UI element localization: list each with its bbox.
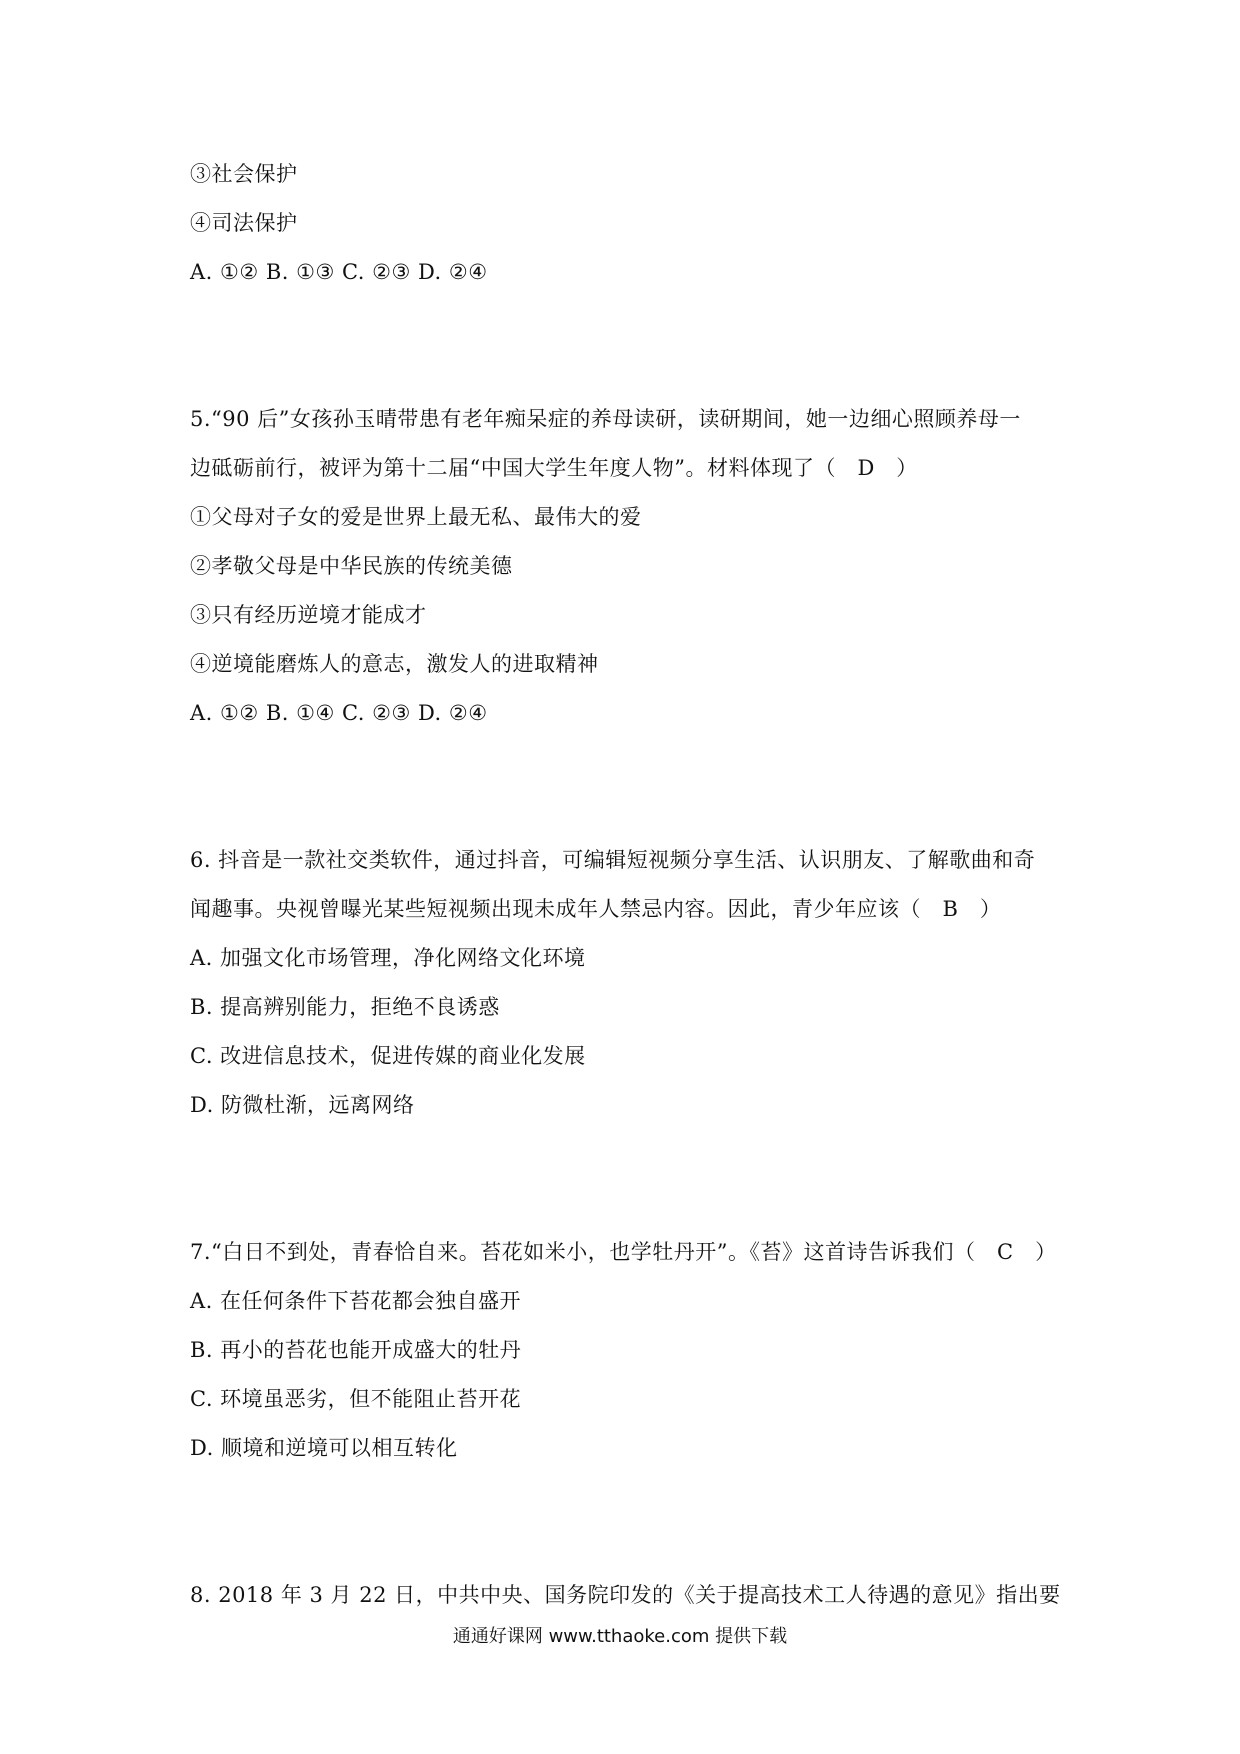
q4-option-3: ③社会保护 <box>190 162 298 186</box>
q7-option-c: C. 环境虽恶劣，但不能阻止苔开花 <box>190 1387 522 1411</box>
q6-stem-line-1: 6. 抖音是一款社交类软件，通过抖音，可编辑短视频分享生活、认识朋友、了解歌曲和奇 <box>190 848 1036 872</box>
page-footer: 通通好课网 www.tthaoke.com 提供下载 <box>452 1626 788 1647</box>
q5-stem-line-2: 边砥砺前行，被评为第十二届“中国大学生年度人物”。材料体现了（ D ） <box>190 456 918 480</box>
q6-stem-line-2: 闻趣事。央视曾曝光某些短视频出现未成年人禁忌内容。因此，青少年应该（ B ） <box>190 897 1002 921</box>
q4-answer-choices: A. ①② B. ①③ C. ②③ D. ②④ <box>190 260 488 284</box>
q6-option-a: A. 加强文化市场管理，净化网络文化环境 <box>190 946 586 970</box>
q5-stem-line-1: 5.“90 后”女孩孙玉晴带患有老年痴呆症的养母读研，读研期间，她一边细心照顾养母一 <box>190 407 1021 431</box>
q5-answer-choices: A. ①② B. ①④ C. ②③ D. ②④ <box>190 701 488 725</box>
q5-option-3: ③只有经历逆境才能成才 <box>190 603 427 627</box>
q6-option-b: B. 提高辨别能力，拒绝不良诱惑 <box>190 995 500 1019</box>
q5-option-2: ②孝敬父母是中华民族的传统美德 <box>190 554 513 578</box>
q8-stem-line-1: 8. 2018 年 3 月 22 日，中共中央、国务院印发的《关于提高技术工人待遇的意见》指出要 <box>190 1583 1061 1607</box>
q7-option-d: D. 顺境和逆境可以相互转化 <box>190 1436 458 1460</box>
q7-option-a: A. 在任何条件下苔花都会独自盛开 <box>190 1289 522 1313</box>
q7-option-b: B. 再小的苔花也能开成盛大的牡丹 <box>190 1338 522 1362</box>
q7-stem: 7.“白日不到处，青春恰自来。苔花如米小，也学牡丹开”。《苔》这首诗告诉我们（ C ） <box>190 1240 1057 1264</box>
q5-option-4: ④逆境能磨炼人的意志，激发人的进取精神 <box>190 652 599 676</box>
q4-option-4: ④司法保护 <box>190 211 298 235</box>
q6-option-c: C. 改进信息技术，促进传媒的商业化发展 <box>190 1044 586 1068</box>
q6-option-d: D. 防微杜渐，远离网络 <box>190 1093 415 1117</box>
q5-option-1: ①父母对子女的爱是世界上最无私、最伟大的爱 <box>190 505 642 529</box>
